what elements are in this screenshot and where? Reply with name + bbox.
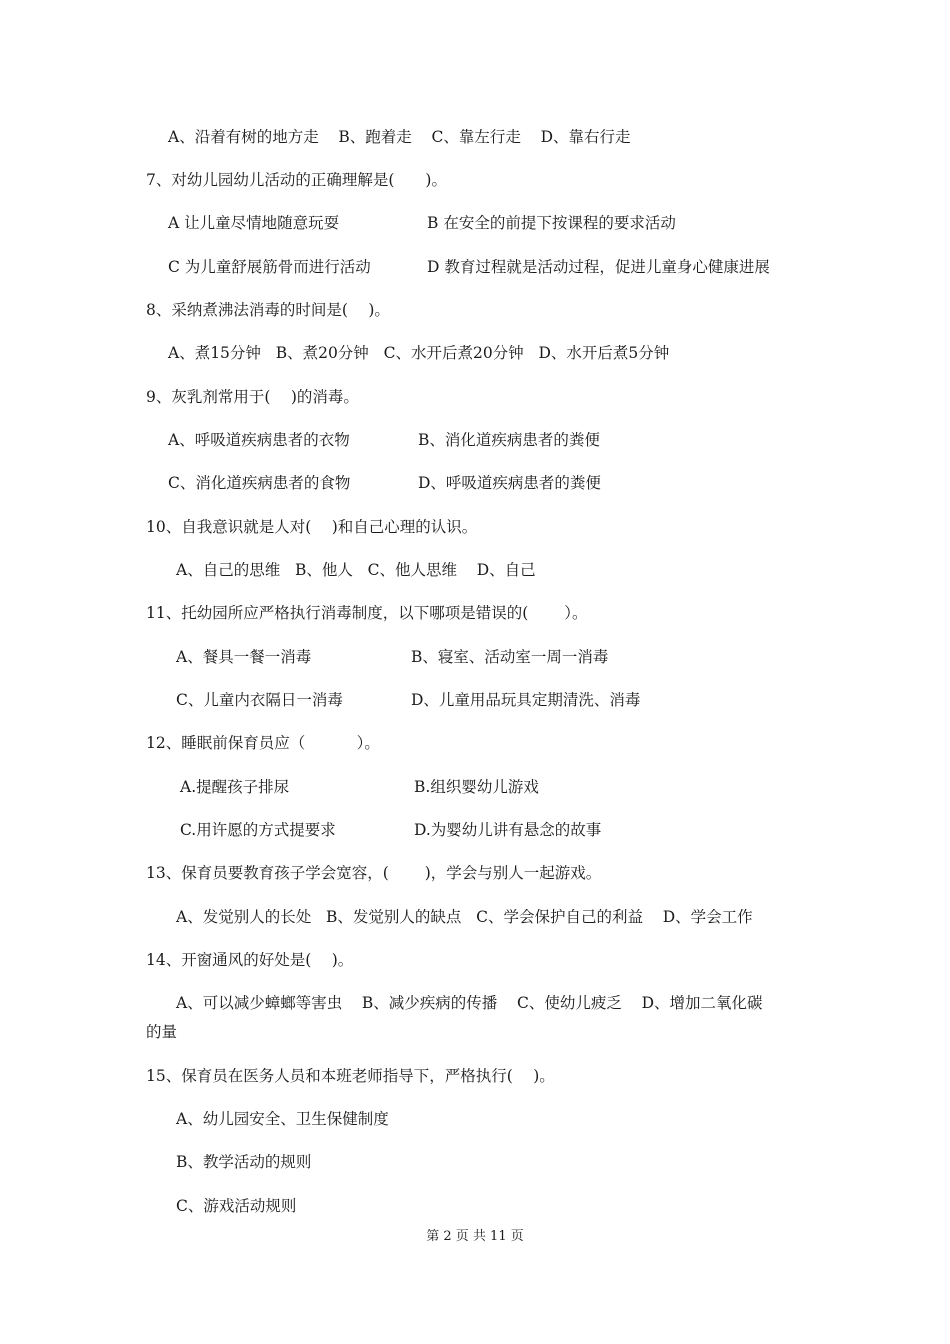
- q11-option-a: A、餐具一餐一消毒: [176, 648, 312, 666]
- q12-stem: 12、睡眠前保育员应（ ）。: [146, 734, 380, 752]
- q12-option-a: A.提醒孩子排尿: [180, 778, 290, 796]
- q15-option-c: C、游戏活动规则: [176, 1197, 297, 1215]
- q11-option-b: B、寝室、活动室一周一消毒: [411, 648, 609, 666]
- q6-options: A、沿着有树的地方走 B、跑着走 C、靠左行走 D、靠右行走: [168, 128, 631, 146]
- q7-option-a: A 让儿童尽情地随意玩耍: [168, 214, 340, 232]
- q8-stem: 8、采纳煮沸法消毒的时间是( )。: [146, 301, 390, 319]
- page-footer: 第 2 页 共 11 页: [426, 1229, 524, 1244]
- q12-option-d: D.为婴幼儿讲有悬念的故事: [414, 821, 602, 839]
- q13-options: A、发觉别人的长处 B、发觉别人的缺点 C、学会保护自己的利益 D、学会工作: [176, 908, 753, 926]
- q8-options: A、煮15分钟 B、煮20分钟 C、水开后煮20分钟 D、水开后煮5分钟: [168, 344, 670, 362]
- q13-stem: 13、保育员要教育孩子学会宽容，( )，学会与别人一起游戏。: [146, 864, 602, 882]
- q15-option-b: B、教学活动的规则: [176, 1153, 312, 1171]
- q11-stem: 11、托幼园所应严格执行消毒制度，以下哪项是错误的( ）。: [146, 604, 588, 622]
- q15-option-a: A、幼儿园安全、卫生保健制度: [176, 1110, 389, 1128]
- q14-stem: 14、开窗通风的好处是( )。: [146, 951, 354, 969]
- q7-option-c: C 为儿童舒展筋骨而进行活动: [168, 258, 371, 276]
- q14-options: A、可以减少蟑螂等害虫 B、减少疾病的传播 C、使幼儿疲乏 D、增加二氧化碳: [176, 994, 763, 1012]
- q12-option-c: C.用许愿的方式提要求: [180, 821, 336, 839]
- q11-option-c: C、儿童内衣隔日一消毒: [176, 691, 343, 709]
- q10-stem: 10、自我意识就是人对( )和自己心理的认识。: [146, 518, 478, 536]
- q11-option-d: D、儿童用品玩具定期清洗、消毒: [411, 691, 641, 709]
- q9-option-a: A、呼吸道疾病患者的衣物: [168, 431, 350, 449]
- q10-options: A、自己的思维 B、他人 C、他人思维 D、自己: [176, 561, 536, 579]
- q7-stem: 7、对幼儿园幼儿活动的正确理解是( )。: [146, 171, 447, 189]
- q9-option-d: D、呼吸道疾病患者的粪便: [418, 474, 601, 492]
- q15-stem: 15、保育员在医务人员和本班老师指导下，严格执行( )。: [146, 1067, 555, 1085]
- q7-option-d: D 教育过程就是活动过程，促进儿童身心健康进展: [427, 258, 770, 276]
- q9-option-c: C、消化道疾病患者的食物: [168, 474, 351, 492]
- q14-options-continued: 的量: [146, 1023, 178, 1041]
- q12-option-b: B.组织婴幼儿游戏: [414, 778, 539, 796]
- q7-option-b: B 在安全的前提下按课程的要求活动: [427, 214, 676, 232]
- q9-stem: 9、灰乳剂常用于( )的消毒。: [146, 388, 359, 406]
- q9-option-b: B、消化道疾病患者的粪便: [418, 431, 600, 449]
